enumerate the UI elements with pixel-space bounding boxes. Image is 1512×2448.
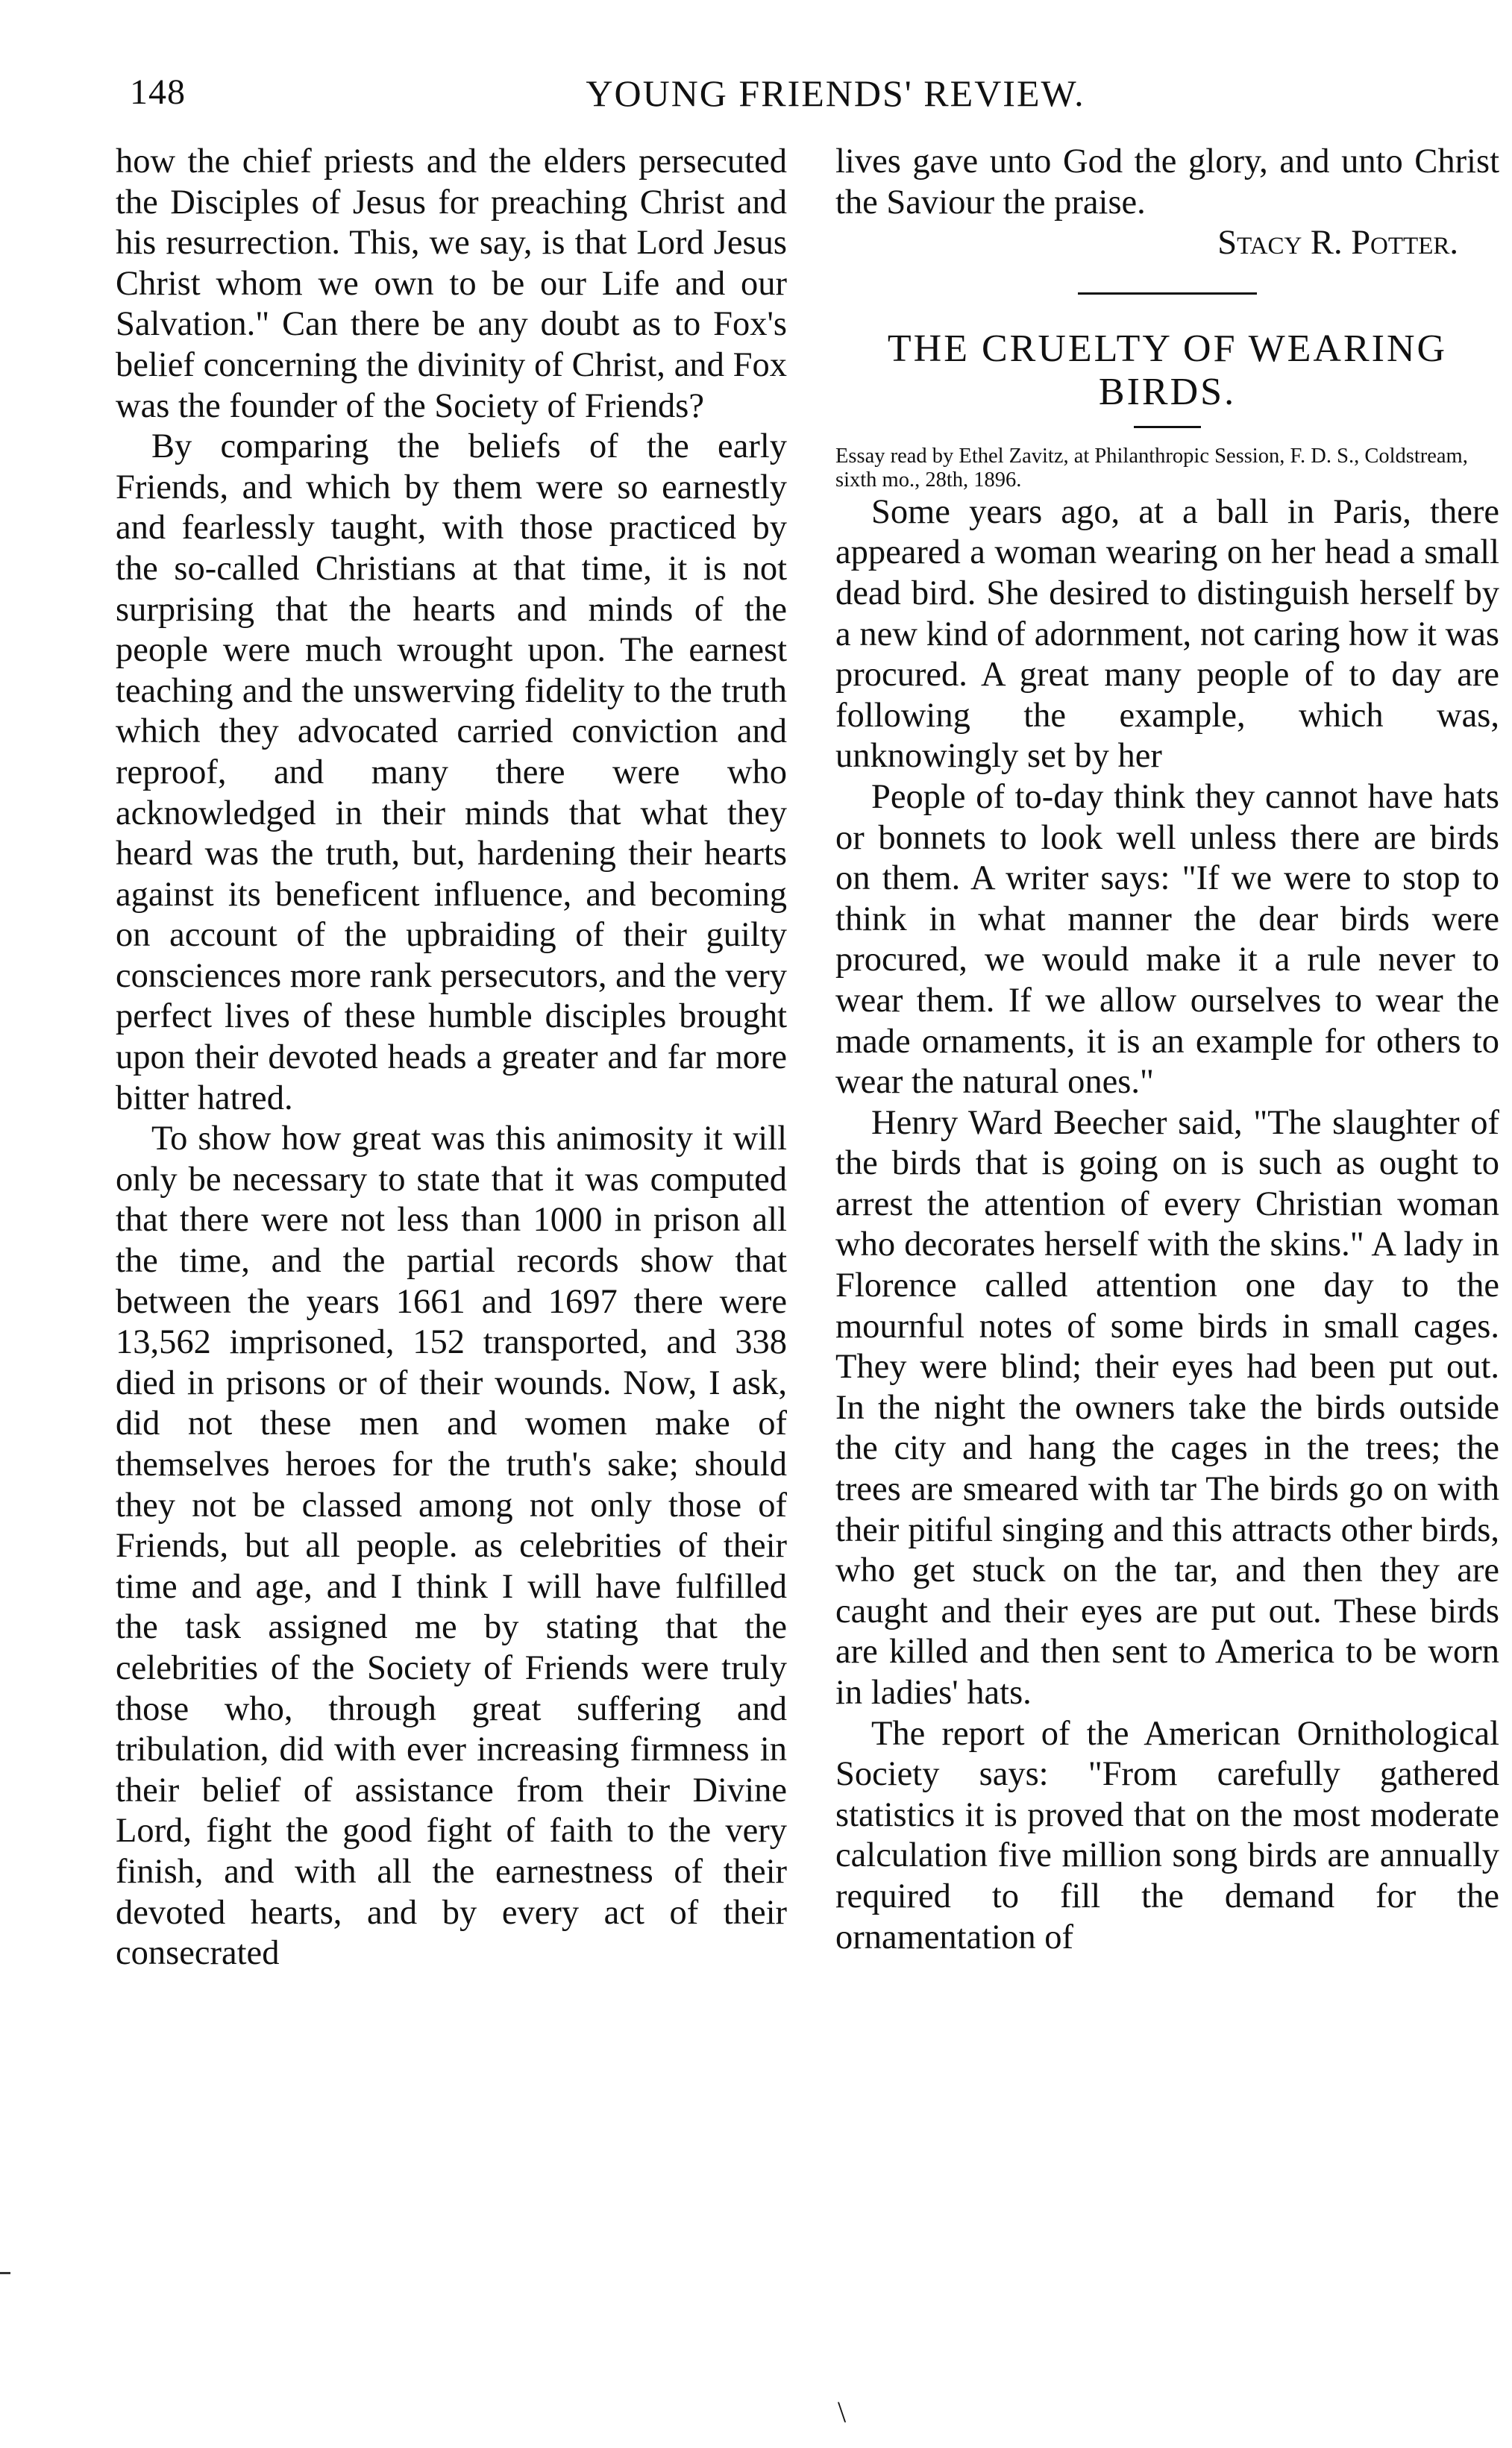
section-divider (1078, 292, 1257, 295)
right-column (835, 142, 1499, 1958)
author-signature: Stacy R. Potter. (1217, 224, 1458, 263)
left-paragraph-3: To show how great was this animosity it will only be necessary to state that it was computed that there were not less than 1000 in prison all the time, and the partial records show that between the years 1661 and 1697 there were 13,562 imprisoned, 152 transported, and 338 died in prisons or of their wounds. Now, I ask, did not these men and women make of themselves heroes for the truth's sake; should they not be classed among not only those of Friends, but all people. as celebrities of their time and age, and I think I will have fulfilled the task assigned me by stating that the celebrities of the Society of Friends were truly those who, through great suffering and tribulation, did with ever increasing firmness in their belief of assistance from their Divine Lord, fight the good fight of faith to the very finish, and with all the earnestness of their devoted hearts, and by every act of their consecrated (116, 1120, 787, 1973)
right-paragraph-3: Henry Ward Beecher said, "The slaughter of the birds that is going on is such as ought to arrest the attention of every Christian woman who decorates herself with the skins." A lady in Florence called attention one day to the mournful notes of some birds in small cages. They were blind; their eyes had been put out. In the night the owners take the birds outside the city and hang the cages in the trees; the trees are smeared with tar The birds go on with their pitiful singing and this attracts other birds, who get stuck on the tar, and then they are caught and their eyes are put out. These birds are killed and then sent to America to be worn in ladies' hats. (835, 1103, 1499, 1712)
right-paragraph-1: Some years ago, at a ball in Paris, there appeared a woman wearing on her head a small dead bird. She desired to distinguish herself by a new kind of adornment, not caring how it was procured. A great many people of to day are following the example, which was, unknowingly set by her (835, 492, 1499, 776)
running-title: YOUNG FRIENDS' REVIEW. (586, 72, 1085, 114)
page-number: 148 (130, 72, 186, 112)
right-paragraph-2: People of to-day think they cannot have hats or bonnets to look well unless there are birds on them. A writer says: "If we were to stop to think in what manner the dear birds were procured, we would make it a rule never to wear them. If we allow ourselves to wear the made ornaments, it is an example for others to wear the natural ones." (835, 777, 1499, 1102)
title-rule (1134, 426, 1201, 428)
article-byline: Essay read by Ethel Zavitz, at Philanthropic Session, F. D. S., Coldstream, sixth mo., 28th, 1896. (835, 444, 1468, 492)
left-paragraph-2: By comparing the beliefs of the early Friends, and which by them were so earnestly and fearlessly taught, with those practiced by the so-called Christians at that time, it is not surprising that the hearts and minds of the people were much wrought upon. The earnest teaching and the unswerving fidelity to the truth which they advocated carried conviction and reproof, and many there were who acknowledged in their minds that what they heard was the truth, but, hardening their hearts against its beneficent influence, and becoming on account of the upbraiding of their guilty consciences more rank persecutors, and the very perfect lives of these humble disciples brought upon their devoted heads a greater and far more bitter hatred. (116, 427, 787, 1117)
right-paragraph-4: The report of the American Ornithological Society says: "From carefully gathered statistics it is proved that on the most moderate calculation five million song birds are annually required to fill the demand for the ornamentation of (835, 1714, 1499, 1956)
margin-tick (0, 2272, 10, 2274)
article-title: THE CRUELTY OF WEARING BIRDS. (887, 327, 1448, 413)
left-paragraph-1: how the chief priests and the elders persecuted the Disciples of Jesus for preaching Christ and his resurrection. This, we say, is that Lord Jesus Christ whom we own to be our Life and our Salvation." Can there be any doubt as to Fox's belief concerning the divinity of Christ, and Fox was the founder of the Society of Friends? (116, 142, 787, 425)
left-column (116, 142, 787, 1974)
continued-paragraph: lives gave unto God the glory, and unto Christ the Saviour the praise. (835, 142, 1499, 222)
page-header (127, 72, 1499, 131)
footer-mark: \ (838, 2395, 847, 2429)
